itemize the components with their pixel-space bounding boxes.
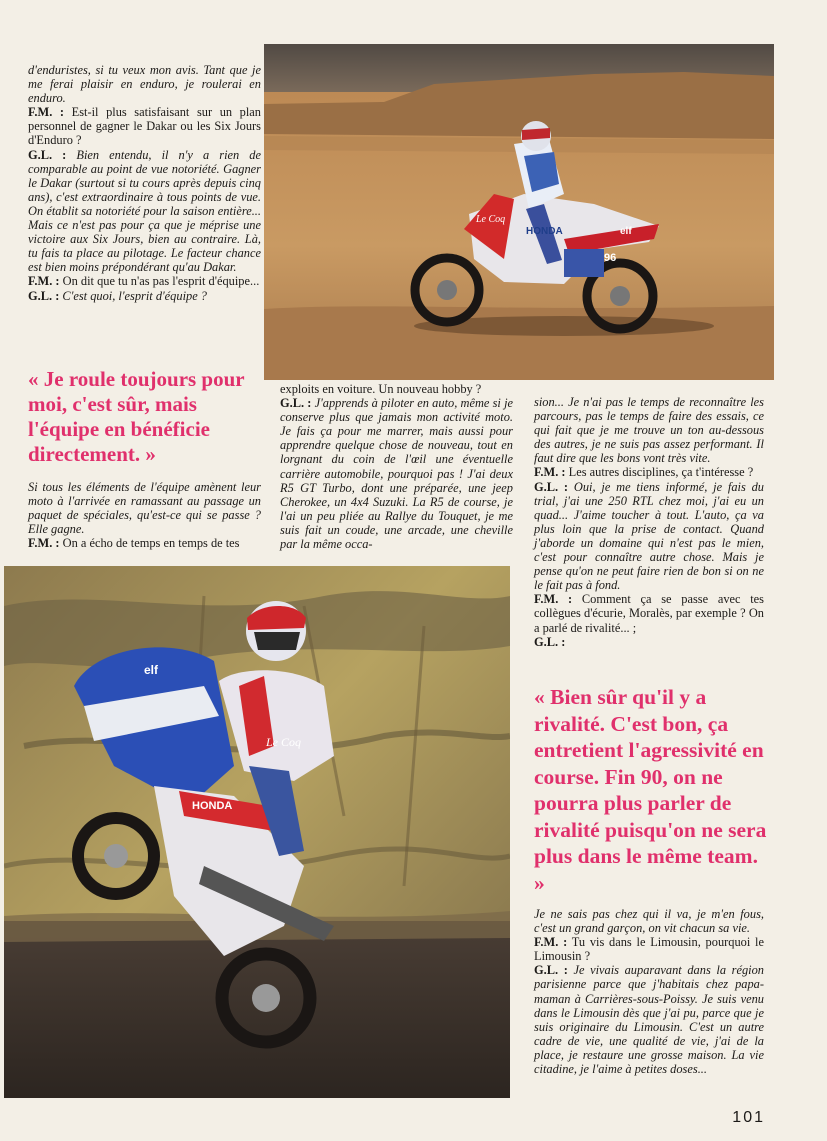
paragraph-text: J'apprends à piloter en auto, même si je conserve plus que jamais mon activité moto. Je fais ça pour me marrer, mais aussi pour apprendre quelque chose de nouveau, tout en lorgnant du coin de l'œil une éventuelle carrière automobile, pourquoi pas ! J'ai deux R5 GT Turbo, dont une préparée, une jeep Cherokee, un 4x4 Suzuki. La R5 de course, je l'ai un peu pliée au Rallye du Touquet, je me suis fait un coude, une arcade, une cheville par la même occa- (280, 396, 514, 552)
sponsor-decal-1: elf (620, 226, 632, 237)
speaker-label: G.L. : (28, 147, 67, 162)
canyon-wheelie-illustration (4, 566, 510, 1098)
speaker-label: G.L. : (534, 963, 568, 978)
paragraph (534, 935, 764, 963)
sponsor-decal-elf-fairing: elf (144, 663, 159, 677)
paragraph-text: Tu vis dans le Limousin, pourquoi le Limousin ? (534, 935, 764, 964)
paragraph-text: Si tous les éléments de l'équipe amènent leur moto à l'arrivée en ramassant au passage un paquet de spéciales, qu'est-ce qui se passe ? Elle gagne. (28, 480, 261, 537)
paragraph-text: Est-il plus satisfaisant sur un plan personnel de gagner le Dakar ou les Six Jours d'Enduro ? (28, 105, 262, 148)
paragraph (28, 289, 261, 303)
paragraph (28, 148, 261, 275)
paragraph (28, 274, 261, 288)
paragraph (28, 105, 261, 147)
sponsor-decal-3: Le Coq (476, 214, 506, 225)
paragraph (534, 907, 764, 935)
paragraph-text: Je ne sais pas chez qui il va, je m'en fous, c'est un grand garçon, on vit chacun sa vie. (534, 907, 764, 936)
paragraph-text: d'enduristes, si tu veux mon avis. Tant que je me ferai plaisir en enduro, je roulerai en enduro. (28, 63, 261, 106)
sponsor-decal-honda: HONDA (192, 800, 233, 812)
top-interview-column (28, 63, 261, 303)
column-3b-text (534, 907, 764, 1076)
paragraph (280, 396, 513, 551)
speaker-label: G.L. : (28, 288, 60, 303)
speaker-label: F.M. : (28, 105, 65, 120)
speaker-label: F.M. : (534, 935, 568, 950)
speaker-label: F.M. : (534, 592, 573, 607)
paragraph (534, 635, 764, 649)
sponsor-decal-lecoq: Le Coq (266, 735, 302, 749)
paragraph (534, 592, 764, 634)
paragraph (534, 465, 764, 479)
paragraph (534, 963, 764, 1076)
pull-quote-1: « Je roule toujours pour moi, c'est sûr, mais l'équipe en bénéficie directement. » (28, 367, 245, 466)
paragraph (534, 395, 764, 465)
speaker-label: F.M. : (534, 465, 566, 480)
paragraph (28, 480, 261, 536)
column-1-text (28, 480, 261, 550)
speaker-label: G.L. : (280, 396, 312, 411)
paragraph-text: Comment ça se passe avec tes collègues d'écurie, Moralès, par exemple ? On a parlé de rivalité... ; (534, 592, 764, 635)
speaker-label: F.M. : (28, 536, 60, 551)
canyon-wheelie-photo (4, 566, 510, 1098)
desert-rally-photo (264, 44, 774, 380)
page-number: 101 (732, 1109, 765, 1126)
column-2-text (280, 382, 513, 551)
paragraph-text: Les autres disciplines, ça t'intéresse ? (565, 465, 754, 480)
speaker-label: F.M. : (28, 274, 60, 289)
paragraph-text: Je vivais auparavant dans la région parisienne parce que j'habitais chez papa-maman à Carrières-sous-Poissy. Je suis venu dans le Limousin dès que j'ai pu, parce que je suis originaire du Limousin. C'est un autre cadre de vie, une qualité de vie, j'ai de la place, je restaure une grosse maison. La vie citadine, je l'aime à petites doses... (534, 963, 764, 1077)
paragraph (534, 480, 764, 593)
desert-rally-illustration (264, 44, 774, 380)
pull-quote-2: « Bien sûr qu'il y a rivalité. C'est bon, ça entretient l'agressivité en course. Fin 90, on ne pourra plus parler de rivalité puisqu'on ne sera plus dans le même team. » (534, 685, 767, 895)
sponsor-decal-2: HONDA (526, 226, 563, 237)
paragraph (280, 382, 513, 396)
paragraph-text: On a écho de temps en temps de tes (59, 536, 240, 551)
paragraph-text: On dit que tu n'as pas l'esprit d'équipe... (59, 274, 260, 289)
paragraph-text: exploits en voiture. Un nouveau hobby ? (280, 382, 482, 396)
speaker-label: G.L. : (534, 634, 566, 649)
paragraph-text: Oui, je me tiens informé, je fais du trial, j'ai une 250 RTL chez moi, j'ai eu un quad... J'aime toucher à tout. L'auto, ça va plus loin que la prise de contact. Quand j'aborde un domaine qui n'est pas le mien, c'est pour connaître autre chose. Mais je pense qu'on ne peut faire rien de bon si on ne le fait pas à fond. (534, 479, 765, 593)
column-3-text (534, 395, 764, 649)
paragraph (28, 63, 261, 105)
speaker-label: G.L. : (534, 479, 569, 494)
bike-number-label: 96 (604, 252, 617, 264)
paragraph-text: C'est quoi, l'esprit d'équipe ? (59, 288, 208, 303)
paragraph-text: Bien entendu, il n'y a rien de comparable au point de vue notoriété. Gagner le Dakar (surtout si tu cours après depuis cinq ans), c'est extraordinaire à tous points de vue. On établit sa notoriété pour la saison entière... Mais ce n'est pas pour ça que je méprise une victoire aux Six Jours, bien au contraire. Là, tu fais ta place au pilotage. Le facteur chance est bien moins prépondérant qu'au Dakar. (28, 147, 261, 275)
paragraph-text: sion... Je n'ai pas le temps de reconnaître les parcours, pas le temps de faire des essais, ce qui fait que je me trouve un ton au-dessous des autres, je ne suis pas assez performant. Il faut dire que les bons vont très vite. (534, 395, 764, 466)
paragraph (28, 536, 261, 550)
